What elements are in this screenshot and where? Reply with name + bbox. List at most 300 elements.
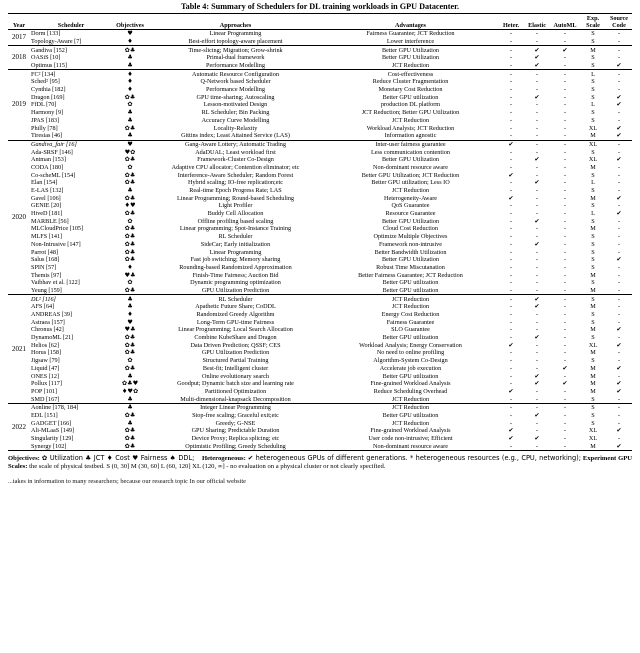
- table-row: [8, 318, 632, 326]
- row-approach: Goodput; Dynamic batch size and learning rate: [177, 380, 294, 388]
- row-automl: -: [563, 341, 567, 349]
- row-approach: Dynamic programming optimization: [190, 279, 281, 287]
- row-heter: -: [509, 233, 513, 241]
- row-approach: Multi-dimensional-knapsack Decomposition: [180, 395, 291, 403]
- row-elastic: ✔: [534, 303, 540, 311]
- row-objectives: ♥: [127, 30, 133, 38]
- table-row: [8, 94, 632, 102]
- row-heter: -: [509, 210, 513, 218]
- row-automl: -: [563, 171, 567, 179]
- row-source-code: -: [617, 37, 621, 45]
- row-source-code: -: [617, 202, 621, 210]
- row-advantage: Better GPU utilization: [382, 372, 439, 380]
- row-scheduler: Tiresias [46]: [31, 132, 63, 140]
- table-row: [8, 334, 632, 342]
- row-scheduler: MARBLE [56]: [31, 217, 69, 225]
- row-approach: Lesson-motivated Design: [203, 101, 268, 109]
- table-row: [8, 357, 632, 365]
- row-advantage: Framework non-intrusive: [378, 240, 443, 248]
- row-objectives: ✿♣: [124, 156, 136, 164]
- row-source-code: ✔: [616, 442, 622, 450]
- row-scheduler: ANDREAS [39]: [31, 311, 73, 319]
- row-source-code: -: [617, 30, 621, 38]
- row-exp-scale: S: [591, 256, 595, 264]
- row-exp-scale: XL: [588, 124, 598, 132]
- row-automl: -: [563, 326, 567, 334]
- row-year: 2017: [12, 33, 26, 42]
- row-automl: -: [563, 30, 567, 38]
- row-advantage: Better GPU utilization; Less IO: [371, 179, 450, 187]
- table-row: [8, 117, 632, 125]
- row-objectives: ♣: [127, 295, 133, 303]
- row-source-code: ✔: [616, 93, 622, 101]
- row-automl: -: [563, 318, 567, 326]
- row-scheduler: SPIN [57]: [31, 263, 57, 271]
- row-exp-scale: M: [590, 132, 596, 140]
- row-elastic: -: [535, 286, 539, 294]
- row-source-code: -: [617, 86, 621, 94]
- row-source-code: ✔: [616, 380, 622, 388]
- row-heter: -: [509, 256, 513, 264]
- row-automl: -: [563, 62, 567, 70]
- table-row: [8, 210, 632, 218]
- row-scheduler: Gandiva_fair [16]: [31, 140, 77, 148]
- th-heter: Heter.: [502, 21, 520, 29]
- row-approach: Randomized Greedy Algorithm: [196, 311, 275, 319]
- row-advantage: JCT Reduction; Better GPU Utilization: [361, 109, 460, 117]
- row-automl: -: [563, 286, 567, 294]
- row-source-code: -: [617, 240, 621, 248]
- row-exp-scale: S: [591, 187, 595, 195]
- row-exp-scale: S: [591, 171, 595, 179]
- row-approach: Locality-Relaxity: [213, 124, 258, 132]
- row-exp-scale: S: [591, 148, 595, 156]
- row-scheduler: AFS [64]: [31, 303, 55, 311]
- row-advantage: Monetary Cost Reduction: [378, 86, 443, 94]
- row-automl: -: [563, 148, 567, 156]
- row-automl: -: [563, 140, 567, 148]
- row-elastic: -: [535, 233, 539, 241]
- row-source-code: -: [617, 295, 621, 303]
- table-row: [8, 30, 632, 38]
- row-exp-scale: S: [591, 419, 595, 427]
- row-approach: Integer Linear Programming: [200, 404, 271, 412]
- row-heter: -: [509, 303, 513, 311]
- table-row: [8, 365, 632, 373]
- row-approach: Structured Partial Training: [202, 357, 269, 365]
- row-objectives: ✿♣: [124, 46, 136, 54]
- table-row: [8, 38, 632, 46]
- row-approach: Linear programming; Spot-Instance Training: [179, 225, 292, 233]
- row-heter: -: [509, 116, 513, 124]
- row-advantage: No need to online profiling: [376, 349, 445, 357]
- row-automl: -: [563, 411, 567, 419]
- row-approach: Linear Programming: [209, 30, 262, 38]
- row-scheduler: DL² [116]: [31, 295, 56, 303]
- row-heter: -: [509, 419, 513, 427]
- row-automl: -: [563, 86, 567, 94]
- row-exp-scale: S: [591, 411, 595, 419]
- row-advantage: Workload Analysis; Energy Conservation: [359, 341, 462, 349]
- row-automl: ✔: [562, 46, 568, 54]
- row-objectives: ✿♣: [124, 93, 136, 101]
- row-source-code: -: [617, 357, 621, 365]
- row-approach: Data Driven Prediction; QSSF; CES: [190, 341, 281, 349]
- row-scheduler: Synergy [102]: [31, 442, 67, 450]
- row-exp-scale: M: [590, 387, 596, 395]
- row-scheduler: Ali-MLaaS [149]: [31, 427, 75, 435]
- row-exp-scale: M: [590, 194, 596, 202]
- th-source-code: Source Code: [609, 14, 629, 29]
- row-advantage: Better GPU utilization: [382, 279, 439, 287]
- notes-objectives-label: Objectives:: [8, 455, 40, 463]
- row-objectives: ✿♣: [124, 240, 136, 248]
- row-objectives: ♥♣: [124, 271, 136, 279]
- row-scheduler: Antman [153]: [31, 156, 66, 164]
- row-exp-scale: M: [590, 372, 596, 380]
- row-source-code: -: [617, 163, 621, 171]
- row-source-code: -: [617, 318, 621, 326]
- row-scheduler: GENIE [20]: [31, 202, 62, 210]
- row-year: 2020: [12, 212, 26, 221]
- row-scheduler: Vaibhav et al. [122]: [31, 279, 80, 287]
- table-row: [8, 62, 632, 70]
- row-approach: AdaDUAL; Least workload first: [195, 148, 276, 156]
- row-advantage: Better GPU utilization: [382, 411, 439, 419]
- table-row: [8, 194, 632, 202]
- row-advantage: User code non-intrusive; Efficient: [368, 435, 453, 443]
- row-scheduler: Philly [78]: [31, 124, 58, 132]
- row-heter: -: [509, 295, 513, 303]
- row-advantage: JCT Reduction: [391, 116, 430, 124]
- row-automl: -: [563, 427, 567, 435]
- row-exp-scale: S: [591, 263, 595, 271]
- row-elastic: -: [535, 210, 539, 218]
- row-source-code: -: [617, 179, 621, 187]
- row-scheduler: Co-scheML [154]: [31, 171, 76, 179]
- table-row: [8, 248, 632, 256]
- row-heter: -: [509, 124, 513, 132]
- row-advantage: Cost-effectiveness: [387, 70, 434, 78]
- row-automl: -: [563, 37, 567, 45]
- row-approach: Primal-dual framework: [206, 54, 265, 62]
- table-row: [8, 349, 632, 357]
- row-automl: -: [563, 404, 567, 412]
- row-advantage: Information agnostic: [384, 132, 437, 140]
- row-scheduler: Liquid [47]: [31, 364, 60, 372]
- row-heter: -: [509, 93, 513, 101]
- row-objectives: ✿♣: [124, 225, 136, 233]
- row-objectives: ♦♥: [124, 202, 136, 210]
- table-row: [8, 70, 632, 78]
- row-heter: -: [509, 372, 513, 380]
- row-elastic: -: [535, 101, 539, 109]
- table-row: [8, 140, 632, 148]
- row-advantage: Algorithm-System Co-Design: [373, 357, 448, 365]
- row-elastic: -: [535, 187, 539, 195]
- row-scheduler: Non-Intrusive [147]: [31, 240, 81, 248]
- row-source-code: ✔: [616, 156, 622, 164]
- row-approach: Q-Network based Scheduler: [200, 78, 271, 86]
- row-elastic: -: [535, 70, 539, 78]
- row-source-code: -: [617, 109, 621, 117]
- row-approach: Accuracy Curve Modelling: [201, 116, 270, 124]
- row-source-code: -: [617, 233, 621, 241]
- row-approach: Adaptive CPU allocator; Contention eliminator; etc: [171, 163, 300, 171]
- row-approach: Performance Modelling: [206, 86, 265, 94]
- row-objectives: ✿♣♥: [121, 380, 139, 388]
- row-exp-scale: M: [590, 163, 596, 171]
- row-approach: Automatic Resource Configuration: [192, 70, 279, 78]
- table-row: [8, 132, 632, 140]
- row-elastic: ✔: [534, 295, 540, 303]
- row-advantage: Better GPU utilization: [382, 334, 439, 342]
- row-approach: RL Scheduler: [218, 233, 253, 241]
- row-exp-scale: S: [591, 62, 595, 70]
- row-source-code: ✔: [616, 210, 622, 218]
- row-advantage: production DL platform: [380, 101, 441, 109]
- table-notes: [8, 454, 632, 471]
- row-advantage: Better Bandwidth Utilization: [374, 248, 447, 256]
- row-exp-scale: S: [591, 37, 595, 45]
- row-heter: -: [509, 101, 513, 109]
- table-row: [8, 233, 632, 241]
- table-header-row: [8, 14, 632, 30]
- row-source-code: -: [617, 404, 621, 412]
- table-row: [8, 311, 632, 319]
- row-advantage: JCT Reduction: [391, 187, 430, 195]
- row-approach: Greedy; G-NSE: [215, 419, 256, 427]
- row-advantage: SLO Guarantee: [391, 326, 430, 334]
- row-approach: Stop-free scaling; Graceful exit;etc: [192, 411, 279, 419]
- table-row: [8, 326, 632, 334]
- row-exp-scale: S: [591, 395, 595, 403]
- row-exp-scale: S: [591, 86, 595, 94]
- table-row: [8, 187, 632, 195]
- row-advantage: Better Fairness Guarantee; JCT Reduction: [358, 271, 463, 279]
- notes-objectives-text: ✿ Utilization ♣ JCT ♦ Cost ♥ Fairness ♠ DDL;: [41, 454, 195, 463]
- row-automl: -: [563, 240, 567, 248]
- row-automl: ✔: [562, 364, 568, 372]
- row-automl: ✔: [562, 380, 568, 388]
- row-elastic: -: [535, 387, 539, 395]
- row-advantage: Better GPU Utilization: [381, 217, 440, 225]
- row-objectives: ✿: [127, 217, 133, 225]
- row-objectives: ✿♣: [124, 179, 136, 187]
- row-automl: -: [563, 395, 567, 403]
- row-advantage: JCT Reduction: [391, 303, 430, 311]
- row-scheduler: Gandiva [152]: [31, 46, 67, 54]
- row-source-code: -: [617, 411, 621, 419]
- row-approach: Framework-Cluster Co-Design: [197, 156, 274, 164]
- row-exp-scale: M: [590, 364, 596, 372]
- row-scheduler: Parrot [48]: [31, 248, 58, 256]
- row-elastic: -: [535, 404, 539, 412]
- row-elastic: -: [535, 140, 539, 148]
- row-approach: Linear Programming; Local Search Allocation: [178, 326, 293, 334]
- row-advantage: Optimize Multiple Objectives: [373, 233, 448, 241]
- row-exp-scale: M: [590, 46, 596, 54]
- row-scheduler: Cynthia [182]: [31, 86, 66, 94]
- row-exp-scale: M: [590, 286, 596, 294]
- table-row: [8, 388, 632, 396]
- row-advantage: Fine-grained Workload Analysis: [370, 427, 451, 435]
- row-heter: -: [509, 109, 513, 117]
- row-elastic: -: [535, 202, 539, 210]
- row-scheduler: Astraea [157]: [31, 318, 65, 326]
- row-scheduler: POP [101]: [31, 387, 58, 395]
- row-elastic: -: [535, 357, 539, 365]
- row-objectives: ✿♣: [124, 286, 136, 294]
- row-heter: -: [509, 326, 513, 334]
- row-objectives: ✿♣: [124, 194, 136, 202]
- table-row: [8, 202, 632, 210]
- row-elastic: -: [535, 37, 539, 45]
- row-advantage: Heterogeneity-Aware: [383, 194, 438, 202]
- row-objectives: ♣: [127, 395, 133, 403]
- table-row: [8, 303, 632, 311]
- row-advantage: Resource Guarantee: [385, 210, 436, 218]
- row-elastic: -: [535, 419, 539, 427]
- row-heter: ✔: [508, 427, 514, 435]
- table-row: [8, 78, 632, 86]
- row-objectives: ♣: [127, 187, 133, 195]
- row-scheduler: Yeung [159]: [31, 286, 62, 294]
- row-automl: -: [563, 194, 567, 202]
- row-elastic: ✔: [534, 380, 540, 388]
- row-approach: Fast job switching; Memory sharing: [190, 256, 281, 264]
- row-heter: -: [509, 279, 513, 287]
- row-exp-scale: S: [591, 357, 595, 365]
- row-exp-scale: S: [591, 109, 595, 117]
- row-exp-scale: XL: [588, 140, 598, 148]
- row-approach: Time-slicing; Migration; Grow-shrink: [188, 46, 283, 54]
- row-objectives: ✿♣: [124, 411, 136, 419]
- row-scheduler: GADGET [166]: [31, 419, 72, 427]
- row-elastic: -: [535, 124, 539, 132]
- row-scheduler: Sched² [95]: [31, 78, 60, 86]
- row-advantage: Fine-grained Workload Analysis: [370, 380, 451, 388]
- row-heter: -: [509, 163, 513, 171]
- row-advantage: Better GPU Utilization: [381, 54, 440, 62]
- row-exp-scale: S: [591, 248, 595, 256]
- row-elastic: ✔: [534, 62, 540, 70]
- row-advantage: Better GPU utilization: [382, 93, 439, 101]
- row-automl: -: [563, 93, 567, 101]
- row-exp-scale: M: [590, 380, 596, 388]
- notes-exp-text: the scale of physical testbed. S (0, 30] M (30, 60] L (60, 120] XL (120, ∞] - no evaluation on a physical cluster or not clearly specified.: [29, 463, 386, 471]
- row-objectives: ♥♣: [124, 326, 136, 334]
- row-exp-scale: S: [591, 404, 595, 412]
- row-source-code: -: [617, 46, 621, 54]
- row-exp-scale: M: [590, 326, 596, 334]
- row-scheduler: FfDL [70]: [31, 101, 57, 109]
- row-approach: Buddy Cell Allocation: [207, 210, 264, 218]
- row-scheduler: CODA [180]: [31, 163, 64, 171]
- row-year: 2019: [12, 100, 26, 109]
- row-advantage: Inter-user fairness guarantee: [375, 140, 446, 148]
- row-scheduler: Elan [154]: [31, 179, 58, 187]
- row-heter: -: [509, 132, 513, 140]
- row-exp-scale: M: [590, 349, 596, 357]
- row-heter: -: [509, 86, 513, 94]
- row-approach: Online evolutionary search: [201, 372, 269, 380]
- table-row: [8, 156, 632, 164]
- table-row: [8, 241, 632, 249]
- row-objectives: ✿♣: [124, 124, 136, 132]
- row-exp-scale: M: [590, 271, 596, 279]
- row-elastic: ✔: [534, 156, 540, 164]
- row-elastic: -: [535, 271, 539, 279]
- table-row: [8, 171, 632, 179]
- row-automl: -: [563, 202, 567, 210]
- row-automl: -: [563, 210, 567, 218]
- row-scheduler: OASiS [10]: [31, 54, 61, 62]
- row-approach: Finish-Time Fairness; Auction Bid: [192, 271, 279, 279]
- row-elastic: -: [535, 326, 539, 334]
- table-caption: Table 4: Summary of Schedulers for DL training workloads in GPU Datacenter.: [180, 2, 460, 11]
- row-approach: Interference-Aware Scheduler; Random Forest: [177, 171, 294, 179]
- row-scheduler: SMD [167]: [31, 395, 60, 403]
- row-exp-scale: S: [591, 279, 595, 287]
- row-heter: -: [509, 380, 513, 388]
- table-row: [8, 218, 632, 226]
- th-automl: AutoML: [553, 21, 577, 29]
- row-exp-scale: S: [591, 334, 595, 342]
- row-objectives: ✿♣: [124, 427, 136, 435]
- row-heter: ✔: [508, 171, 514, 179]
- row-elastic: ✔: [534, 46, 540, 54]
- row-source-code: -: [617, 271, 621, 279]
- row-elastic: -: [535, 364, 539, 372]
- row-approach: GPU time-sharing; Autoscaling: [196, 93, 275, 101]
- th-year: Year: [12, 21, 26, 29]
- row-scheduler: E-LAS [132]: [31, 187, 64, 195]
- row-automl: -: [563, 233, 567, 241]
- row-objectives: ♦: [127, 70, 133, 78]
- row-elastic: -: [535, 248, 539, 256]
- row-advantage: Robust Time Miscutanation: [376, 263, 445, 271]
- table-row: [8, 395, 632, 403]
- row-approach: GPU Utilization Prediction: [201, 349, 270, 357]
- row-heter: -: [509, 395, 513, 403]
- row-source-code: ✔: [616, 101, 622, 109]
- row-source-code: ✔: [616, 194, 622, 202]
- row-exp-scale: L: [591, 179, 595, 187]
- row-scheduler: Salus [168]: [31, 256, 60, 264]
- row-approach: SideCar; Early initialization: [200, 240, 271, 248]
- row-exp-scale: L: [591, 101, 595, 109]
- row-objectives: ✿♣: [124, 334, 136, 342]
- row-heter: -: [509, 217, 513, 225]
- row-approach: Long-Term GPU-time Fairness: [196, 318, 275, 326]
- table-row: [8, 179, 632, 187]
- row-elastic: -: [535, 311, 539, 319]
- row-advantage: Reduce Cluster Fragmentation: [372, 78, 449, 86]
- row-automl: -: [563, 116, 567, 124]
- row-elastic: ✔: [534, 372, 540, 380]
- row-heter: -: [509, 404, 513, 412]
- row-objectives: ♦♥✿: [121, 387, 139, 395]
- row-approach: Offline profiling based scaling: [197, 217, 274, 225]
- table-row: [8, 101, 632, 109]
- row-elastic: ✔: [534, 217, 540, 225]
- row-heter: -: [509, 78, 513, 86]
- row-exp-scale: M: [590, 442, 596, 450]
- row-advantage: Less communication contention: [370, 148, 451, 156]
- row-exp-scale: S: [591, 54, 595, 62]
- row-objectives: ♣: [127, 109, 133, 117]
